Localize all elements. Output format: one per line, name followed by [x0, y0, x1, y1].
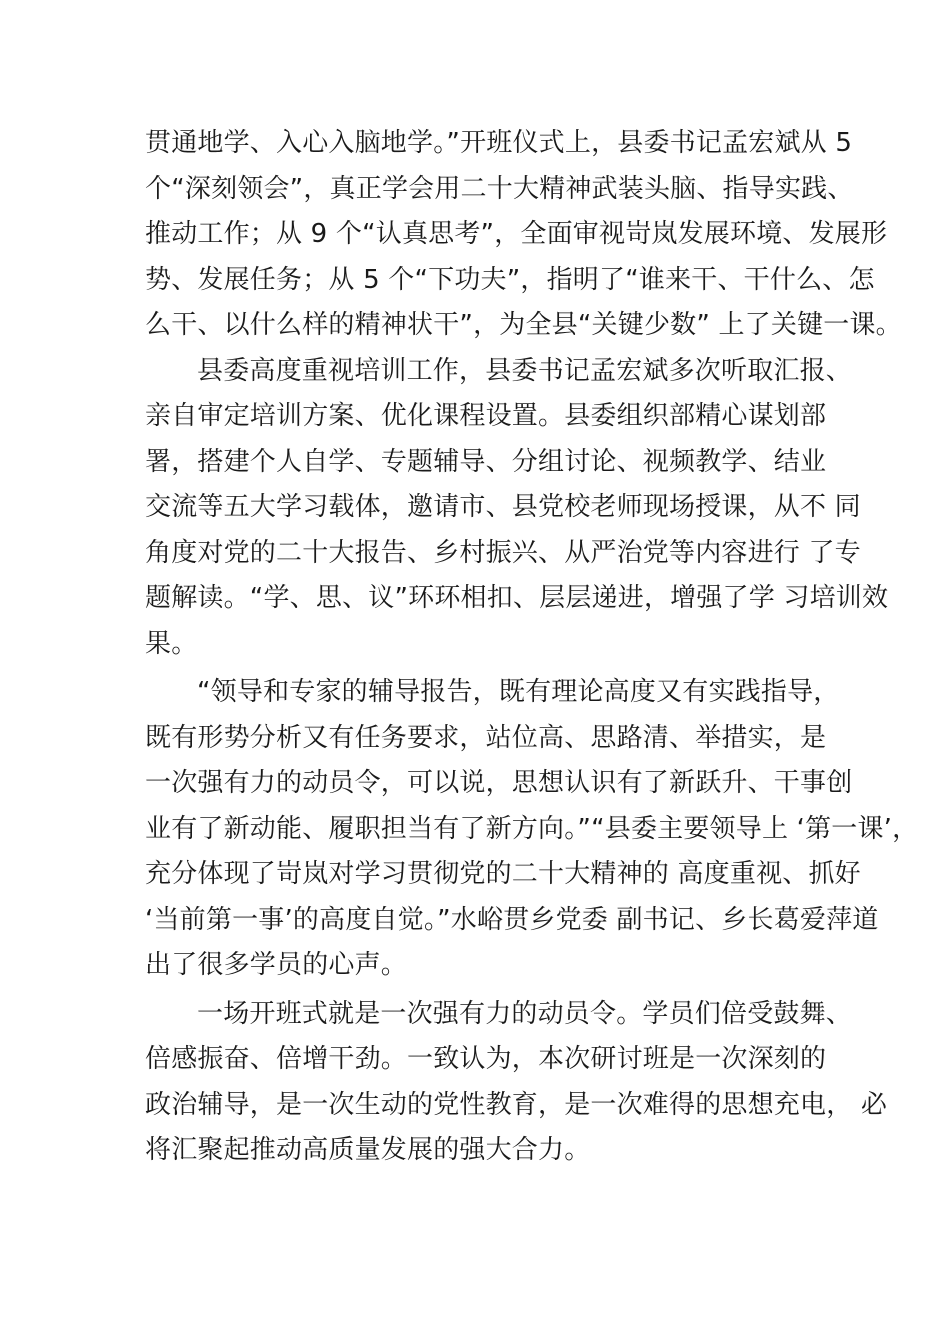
text-line: 出了很多学员的心声。 [145, 950, 408, 980]
text-line: ‘当前第一事’的高度自觉。”水峪贯乡党委 副书记、乡长葛爱萍道 [145, 904, 879, 935]
text-line: 推动工作；从 9 个“认真思考”，全面审视岢岚发展环境、发展形 [145, 219, 888, 249]
paragraph-3 [145, 670, 919, 989]
text-line: 角度对党的二十大报告、乡村振兴、从严治党等内容进行 了专 [145, 537, 861, 568]
document-body [145, 121, 919, 1174]
text-line: 政治辅导，是一次生动的党性教育，是一次难得的思想充电， 必 [145, 1089, 888, 1120]
paragraph-4 [145, 992, 888, 1174]
text-line: 个“深刻领会”，真正学会用二十大精神武装头脑、指导实践、 [145, 173, 854, 204]
text-line: 交流等五大学习载体，邀请市、县党校老师现场授课，从不 同 [145, 492, 861, 522]
text-line: 果。 [145, 628, 198, 659]
text-line: 题解读。“学、思、议”环环相扣、层层递进，增强了学 习培训效 [145, 583, 889, 613]
text-line: 一次强有力的动员令，可以说，思想认识有了新跃升、干事创 [145, 768, 853, 798]
text-line: 一场开班式就是一次强有力的动员令。学员们倍受鼓舞、 [197, 998, 853, 1029]
text-line: 贯通地学、入心入脑地学。”开班仪式上，县委书记孟宏斌从 5 [145, 128, 853, 158]
text-line: 亲自审定培训方案、优化课程设置。县委组织部精心谋划部 [145, 401, 827, 431]
text-line: “领导和专家的辅导报告，既有理论高度又有实践指导， [197, 677, 840, 707]
paragraph-2 [145, 349, 889, 668]
text-line: 倍感振奋、倍增干劲。一致认为，本次研讨班是一次深刻的 [145, 1044, 827, 1074]
text-line: 县委高度重视培训工作，县委书记孟宏斌多次听取汇报、 [197, 355, 853, 386]
text-line: 将汇聚起推动高质量发展的强大合力。 [145, 1135, 591, 1165]
text-line: 既有形势分析又有任务要求，站位高、思路清、举措实，是 [145, 722, 827, 753]
text-line: 充分体现了岢岚对学习贯彻党的二十大精神的 高度重视、抓好 [145, 859, 861, 889]
text-line: 署，搭建个人自学、专题辅导、分组讨论、视频教学、结业 [145, 446, 827, 477]
paragraph-1 [145, 121, 902, 349]
text-line: 么干、以什么样的精神状干”，为全县“关键少数” 上了关键一课。 [145, 310, 902, 340]
text-line: 势、发展任务；从 5 个“下功夫”，指明了“谁来干、干什么、怎 [145, 264, 875, 295]
text-line: 业有了新动能、履职担当有了新方向。”“县委主要领导上 ‘第一课’， [145, 813, 919, 844]
